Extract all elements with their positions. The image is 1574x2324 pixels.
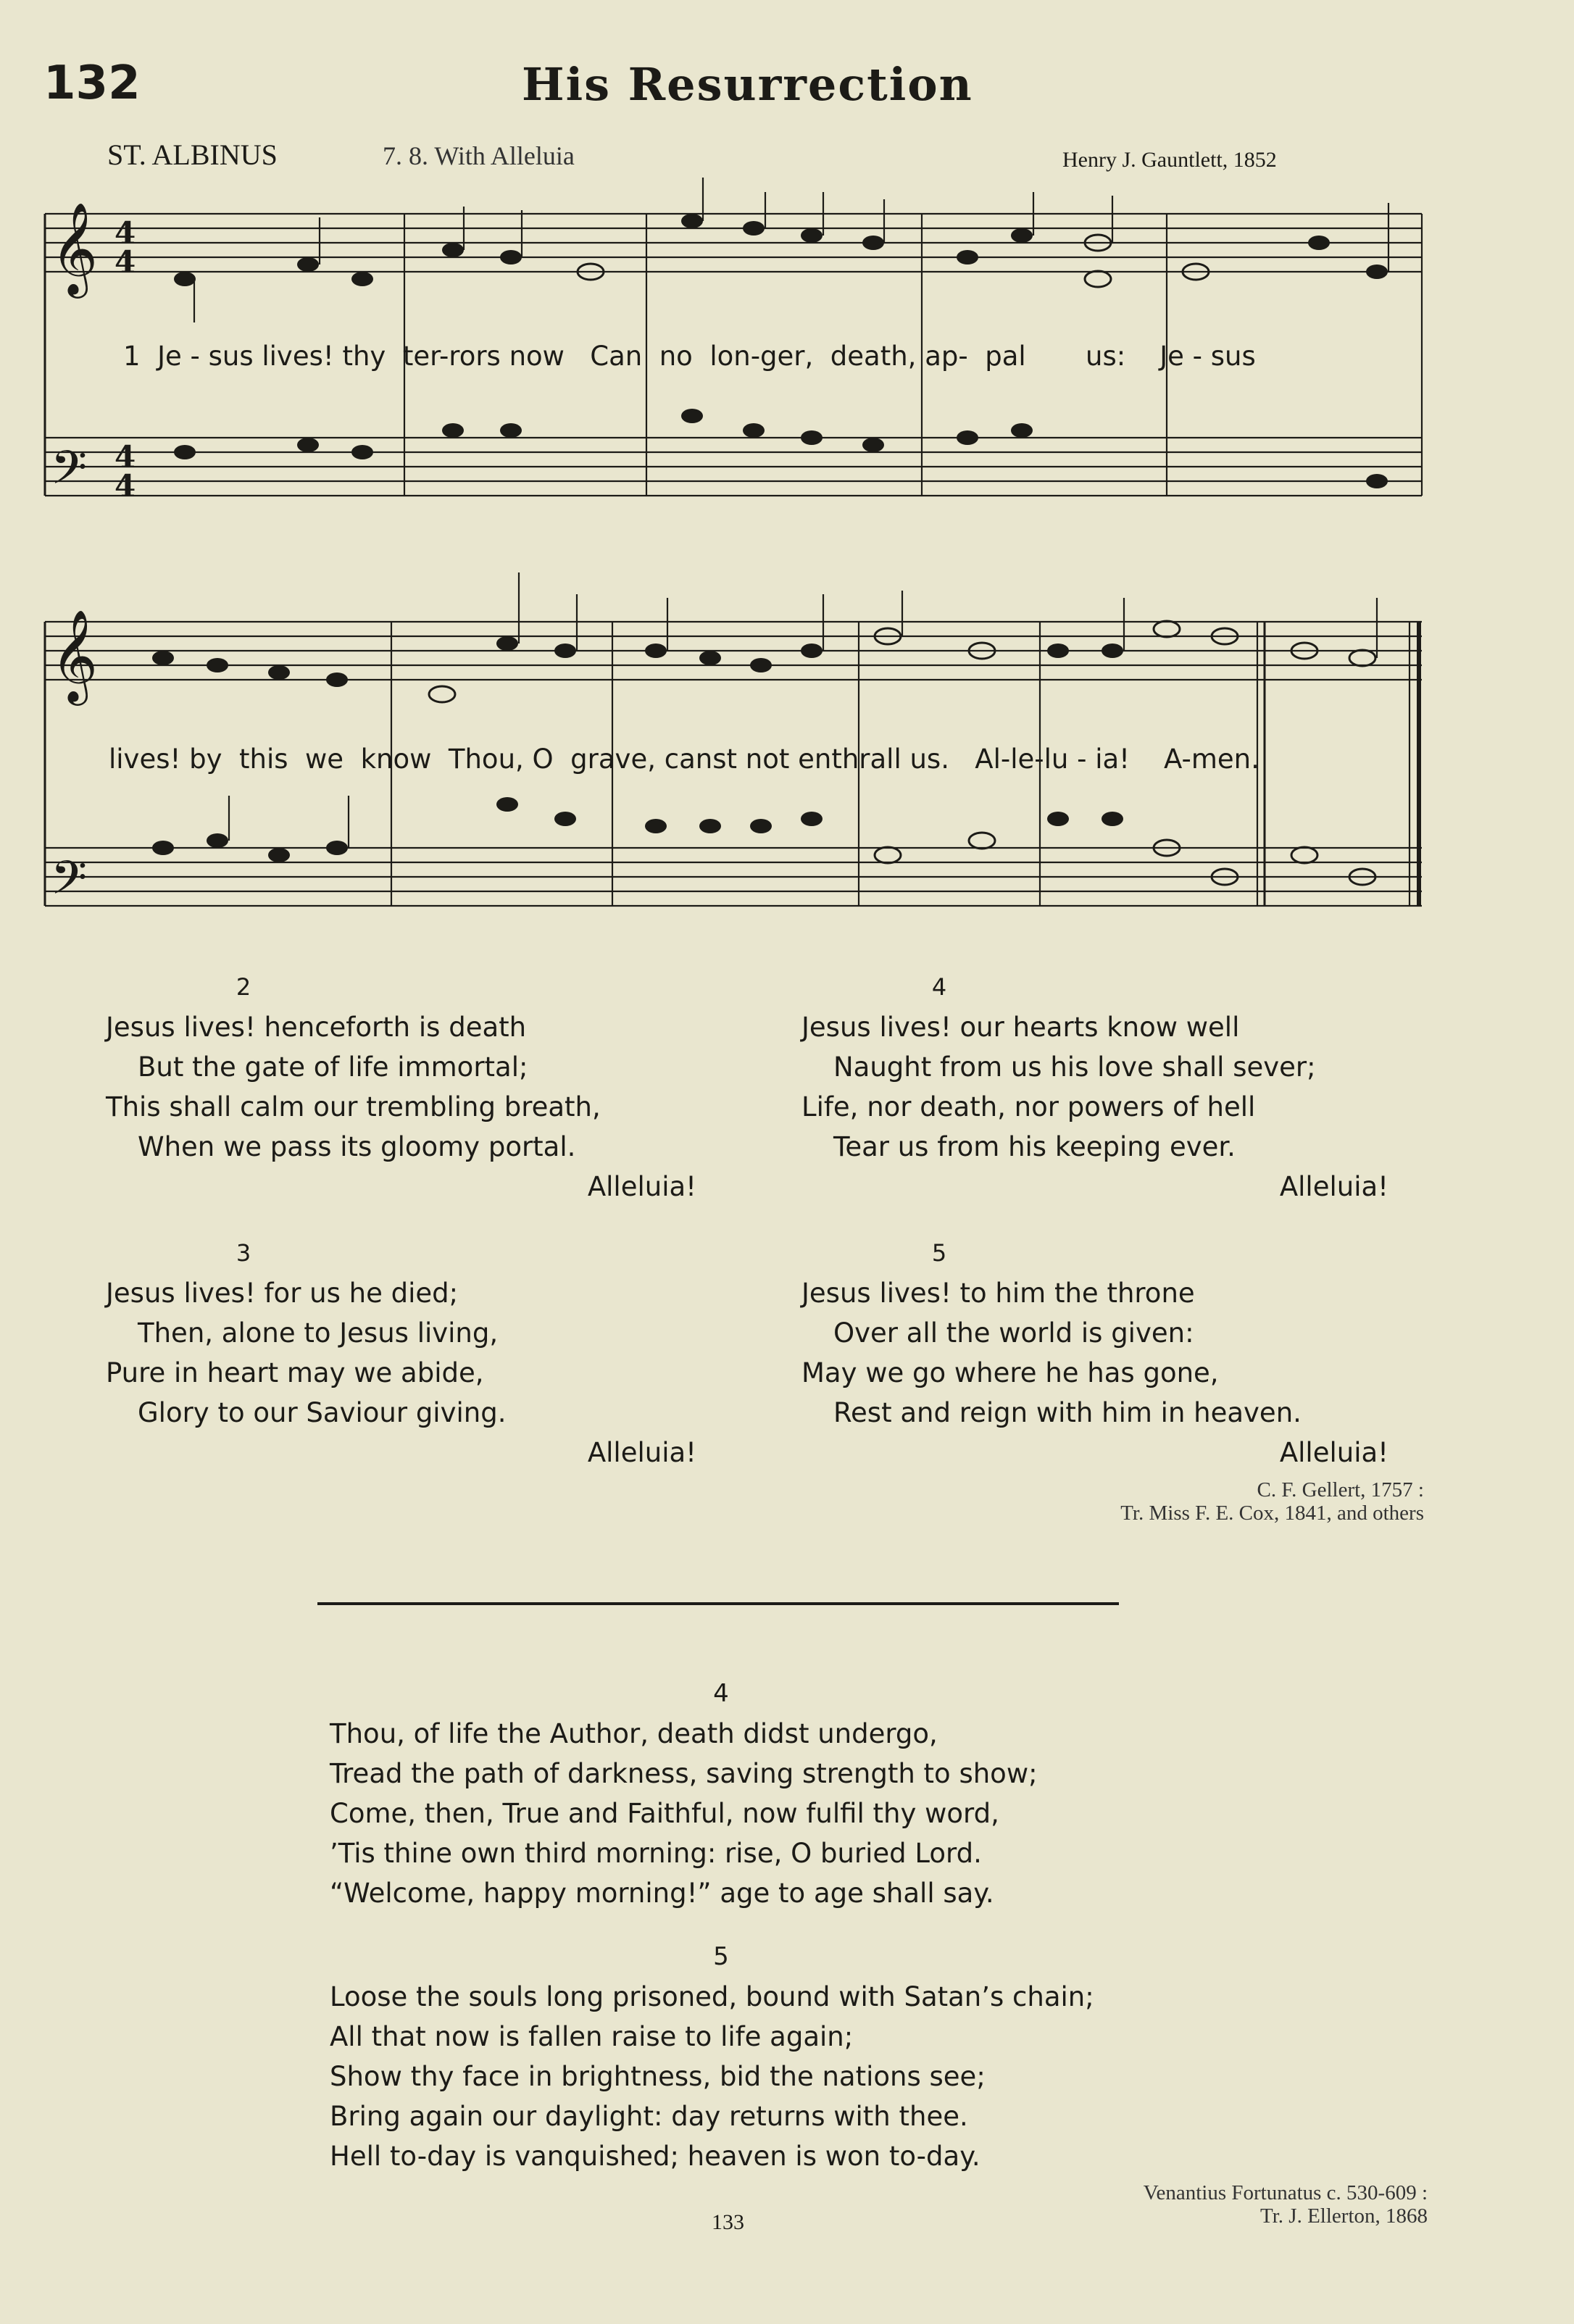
- svg-text:4: 4: [114, 244, 136, 280]
- stanza-line: Life, nor death, nor powers of hell: [801, 1091, 1256, 1123]
- stanza-line: When we pass its gloomy portal.: [138, 1131, 576, 1162]
- stanza-line: Over all the world is given:: [833, 1317, 1194, 1349]
- stanza-line: May we go where he has gone,: [801, 1357, 1219, 1388]
- stanza-refrain: Alleluia!: [1279, 1437, 1388, 1468]
- stanza-number: 2: [236, 973, 251, 1001]
- stanza-4: [801, 967, 1396, 1207]
- stanza-line: Show thy face in brightness, bid the nations see;: [330, 2061, 986, 2092]
- hymn1-credit: [870, 1478, 1424, 1525]
- stanza-line: Glory to our Saviour giving.: [138, 1397, 507, 1428]
- stanza-line: Come, then, True and Faithful, now fulfil thy word,: [330, 1798, 999, 1829]
- stanza-line: Jesus lives! henceforth is death: [106, 1012, 527, 1043]
- credit-author: C. F. Gellert, 1757 :: [1257, 1478, 1424, 1502]
- stanza-line: ’Tis thine own third morning: rise, O buried Lord.: [330, 1838, 982, 1869]
- tune-composer: Henry J. Gauntlett, 1852: [1062, 148, 1277, 172]
- stanza-line: But the gate of life immortal;: [138, 1051, 528, 1083]
- stanza-line: “Welcome, happy morning!” age to age shall say.: [330, 1878, 994, 1909]
- stanza-number: 5: [931, 1239, 947, 1267]
- credit-translator: Tr. Miss F. E. Cox, 1841, and others: [1120, 1502, 1424, 1525]
- footer-page-number: 133: [712, 2210, 744, 2234]
- svg-text:4: 4: [114, 468, 136, 504]
- stanza-2: [106, 967, 700, 1207]
- page-number: 132: [43, 57, 141, 110]
- stanza-line: Tear us from his keeping ever.: [833, 1131, 1236, 1162]
- system1-bass-staff: [45, 438, 1422, 496]
- credit-author: Venantius Fortunatus c. 530-609 :: [1143, 2181, 1428, 2204]
- svg-text:𝄞: 𝄞: [51, 609, 99, 701]
- stanza-line: Jesus lives! to him the throne: [801, 1278, 1195, 1309]
- credit-translator: Tr. J. Ellerton, 1868: [1260, 2204, 1428, 2228]
- svg-text:4: 4: [114, 215, 136, 251]
- section-divider: [317, 1602, 1119, 1605]
- system1-treble-staff: [45, 214, 1422, 272]
- svg-text:𝄢: 𝄢: [51, 441, 88, 507]
- stanza-line: Naught from us his love shall sever;: [833, 1051, 1316, 1083]
- svg-text:𝄞: 𝄞: [51, 201, 99, 294]
- stanza-refrain: Alleluia!: [1279, 1171, 1388, 1202]
- stanza-number: 4: [713, 1679, 729, 1708]
- stanza-line: Then, alone to Jesus living,: [138, 1317, 499, 1349]
- stanza-number: 4: [931, 973, 947, 1001]
- music-score: [0, 0, 1574, 942]
- stanza-3: [106, 1233, 700, 1473]
- stanza-line: All that now is fallen raise to life again;: [330, 2021, 854, 2052]
- running-title: His Resurrection: [522, 58, 973, 111]
- stanza-line: Loose the souls long prisoned, bound with Satan’s chain;: [330, 1981, 1094, 2012]
- stanza-refrain: Alleluia!: [587, 1437, 696, 1468]
- stanza-line: Jesus lives! for us he died;: [106, 1278, 459, 1309]
- stanza-line: Pure in heart may we abide,: [106, 1357, 484, 1388]
- stanza-line: Thou, of life the Author, death didst undergo,: [330, 1718, 938, 1749]
- stanza-line: Hell to-day is vanquished; heaven is won to-day.: [330, 2141, 980, 2172]
- stanza-refrain: Alleluia!: [587, 1171, 696, 1202]
- hymn2-credit: [913, 2181, 1428, 2228]
- stanza-line: Rest and reign with him in heaven.: [833, 1397, 1302, 1428]
- system1-lyrics: 1 Je - sus lives! thy ter-rors now Can no lon-ger, death, ap- pal us: Je - sus: [123, 341, 1256, 372]
- tune-name: ST. ALBINUS: [107, 138, 278, 171]
- stanza-5: [801, 1233, 1396, 1473]
- system2-bass-staff: [45, 848, 1422, 906]
- stanza-line: This shall calm our trembling breath,: [106, 1091, 601, 1123]
- stanza-line: Jesus lives! our hearts know well: [801, 1012, 1240, 1043]
- stanza-line: Bring again our daylight: day returns with thee.: [330, 2101, 968, 2132]
- stanza-line: Tread the path of darkness, saving strength to show;: [330, 1758, 1038, 1789]
- svg-text:4: 4: [114, 439, 136, 475]
- stanza-number: 3: [236, 1239, 251, 1267]
- tune-meter: 7. 8. With Alleluia: [383, 141, 575, 170]
- hymn2-stanza-5: [330, 1937, 1120, 2176]
- system2-lyrics: lives! by this we know Thou, O grave, canst not enthrall us. Al-le-lu - ia! A-men.: [109, 744, 1259, 775]
- svg-text:𝄢: 𝄢: [51, 851, 88, 917]
- hymn2-stanza-4: [330, 1674, 1120, 1913]
- stanza-number: 5: [713, 1942, 729, 1971]
